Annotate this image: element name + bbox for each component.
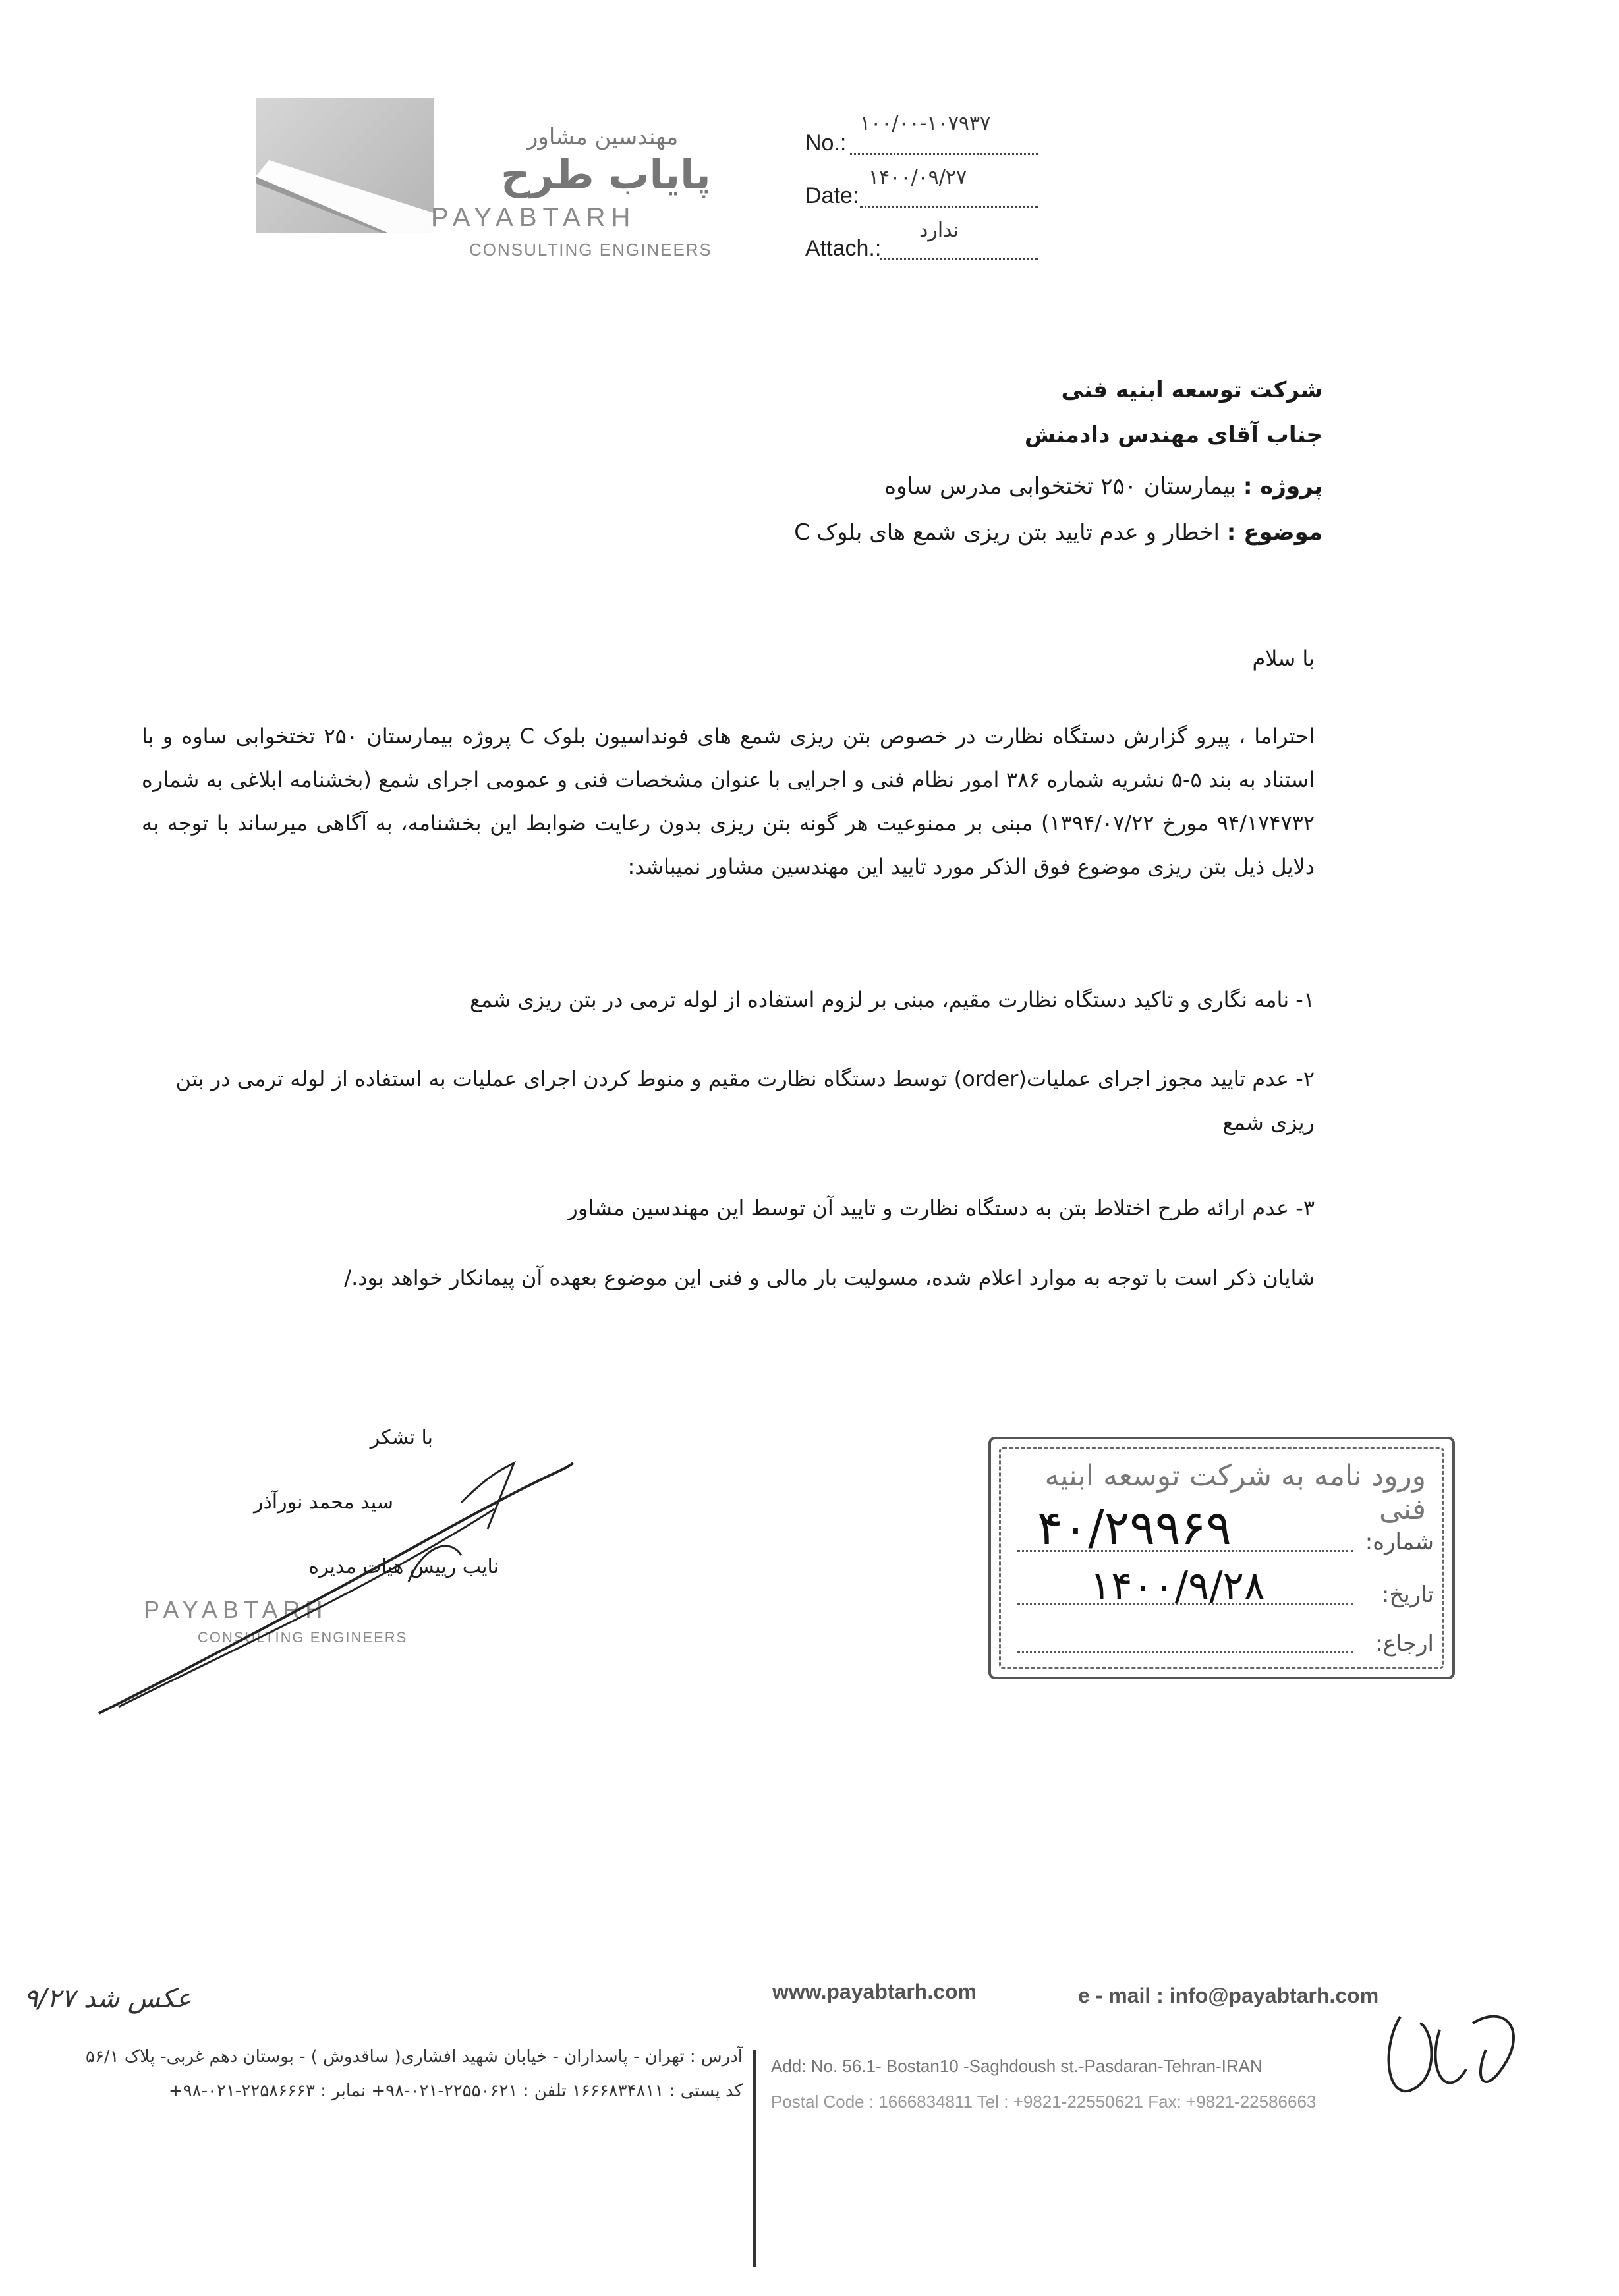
logo-english-subtitle: CONSULTING ENGINEERS xyxy=(469,240,712,260)
signer-title: نایب رییس هیات مدیره xyxy=(308,1555,499,1578)
footer-divider xyxy=(753,2050,756,2267)
project-line xyxy=(884,473,1322,500)
signer-name: سید محمد نورآذر xyxy=(253,1491,393,1514)
receipt-date-value: ۱۴۰۰/۹/۲۸ xyxy=(1090,1563,1266,1609)
project-value: بیمارستان ۲۵۰ تختخوابی مدرس ساوه xyxy=(884,473,1237,500)
handwritten-signature xyxy=(92,1450,580,1727)
handwritten-initials xyxy=(1374,1990,1532,2122)
website-link[interactable]: www.payabtarh.com xyxy=(772,1980,977,2003)
footer-address-persian: آدرس : تهران - پاسداران - خیابان شهید افشاری( ساقدوش ) - بوستان دهم غربی- پلاک ۵۶/۱ xyxy=(85,2047,743,2067)
footer-contact-persian: کد پستی : ۱۶۶۶۸۳۴۸۱۱ تلفن : ۲۲۵۵۰۶۲۱-۰۲۱-۹۸+ نمابر : ۲۲۵۸۶۶۶۳-۰۲۱-۹۸+ xyxy=(168,2081,743,2101)
signature-stamp-subtitle: CONSULTING ENGINEERS xyxy=(198,1629,408,1646)
receipt-referral-label: ارجاع: xyxy=(1375,1630,1434,1657)
receipt-stamp xyxy=(988,1437,1455,1679)
receipt-stamp-title: ورود نامه به شرکت توسعه ابنیه فنی xyxy=(1044,1459,1426,1526)
footer-address-english: Add: No. 56.1- Bostan10 -Saghdoush st.-Pasdaran-Tehran-IRAN xyxy=(771,2056,1263,2076)
logo-english-name: PAYABTARH xyxy=(431,203,637,232)
letter-number-label: No.: xyxy=(805,130,847,156)
letter-intro-paragraph: احتراما ، پیرو گزارش دستگاه نظارت در خصوص بتن ریزی شمع های فونداسیون بلوک C پروژه بیمارستان ۲۵۰ تختخوابی ساوه و با استناد به بند ۵-۵ نشریه شماره ۳۸۶ امور نظام فنی و اجرایی با عنوان مشخصات فنی و عمومی اجرای شمع (بخشنامه ابلاغی به شماره ۹۴/۱۷۴۷۳۲ مورخ ۱۳۹۴/۰۷/۲۲) مبنی بر ممنوعیت هر گونه بتن ریزی بدون رعایت ضوابط این بخشنامه، به آگاهی میرساند با توجه به دلایل ذیل بتن ریزی موضوع فوق الذکر مورد تایید این مهندسین مشاور نمیباشد: xyxy=(142,724,1315,879)
reason-item-2: ۲- عدم تایید مجوز اجرای عملیات(order) توسط دستگاه نظارت مقیم و منوط کردن اجرای عملیات به استفاده از لوله ترمی در بتن ریزی شمع xyxy=(175,1066,1315,1135)
subject-value: اخطار و عدم تایید بتن ریزی شمع های بلوک C xyxy=(794,519,1220,546)
receipt-referral-line xyxy=(1017,1651,1353,1653)
recipient-company: شرکت توسعه ابنیه فنی xyxy=(1061,377,1322,403)
logo-persian-name: پایاب طرح xyxy=(501,150,711,198)
handwritten-fax-note: عکس شد ۹/۲۷ xyxy=(24,1984,192,2014)
letter-date-label: Date: xyxy=(805,183,859,208)
receipt-date-label: تاریخ: xyxy=(1381,1582,1434,1608)
project-label: پروژه : xyxy=(1243,473,1322,500)
reason-item-1: ۱- نامه نگاری و تاکید دستگاه نظارت مقیم، مبنی بر لزوم استفاده از لوله ترمی در بتن ریزی شمع xyxy=(469,987,1315,1012)
receipt-number-value: ۴۰/۲۹۹۶۹ xyxy=(1037,1500,1232,1555)
signature-stamp-logo: PAYABTARH xyxy=(144,1596,328,1623)
logo-persian-subtitle: مهندسین مشاور xyxy=(527,124,679,150)
receipt-number-label: شماره: xyxy=(1365,1529,1434,1555)
subject-label: موضوع : xyxy=(1226,519,1322,546)
reason-item-3: ۳- عدم ارائه طرح اختلاط بتن به دستگاه نظارت و تایید آن توسط این مهندسین مشاور xyxy=(567,1195,1315,1220)
letter-attach-line xyxy=(880,256,1038,260)
letter-attach-label: Attach.: xyxy=(805,236,882,261)
closing-paragraph: شایان ذکر است با توجه به موارد اعلام شده، مسولیت بار مالی و فنی این موضوع بعهده آن پیمانکار خواهد بود./ xyxy=(344,1265,1315,1290)
letter-number-value: ۱۰۰/۰۰-۱۰۷۹۳۷ xyxy=(860,112,991,135)
footer-contact-english: Postal Code : 1666834811 Tel : +9821-22550621 Fax: +9821-22586663 xyxy=(771,2092,1317,2111)
company-logo-mark xyxy=(256,98,434,233)
letter-date-line xyxy=(860,203,1038,208)
subject-line xyxy=(794,519,1322,546)
greeting: با سلام xyxy=(1252,646,1315,671)
letter-attach-value: ندارد xyxy=(919,219,959,242)
letter-date-value: ۱۴۰۰/۰۹/۲۷ xyxy=(868,166,967,189)
email-link[interactable]: e - mail : info@payabtarh.com xyxy=(1078,1984,1379,2007)
recipient-name: جناب آقای مهندس دادمنش xyxy=(1024,422,1322,448)
letter-number-line xyxy=(850,150,1038,155)
thanks-text: با تشکر xyxy=(370,1426,433,1449)
